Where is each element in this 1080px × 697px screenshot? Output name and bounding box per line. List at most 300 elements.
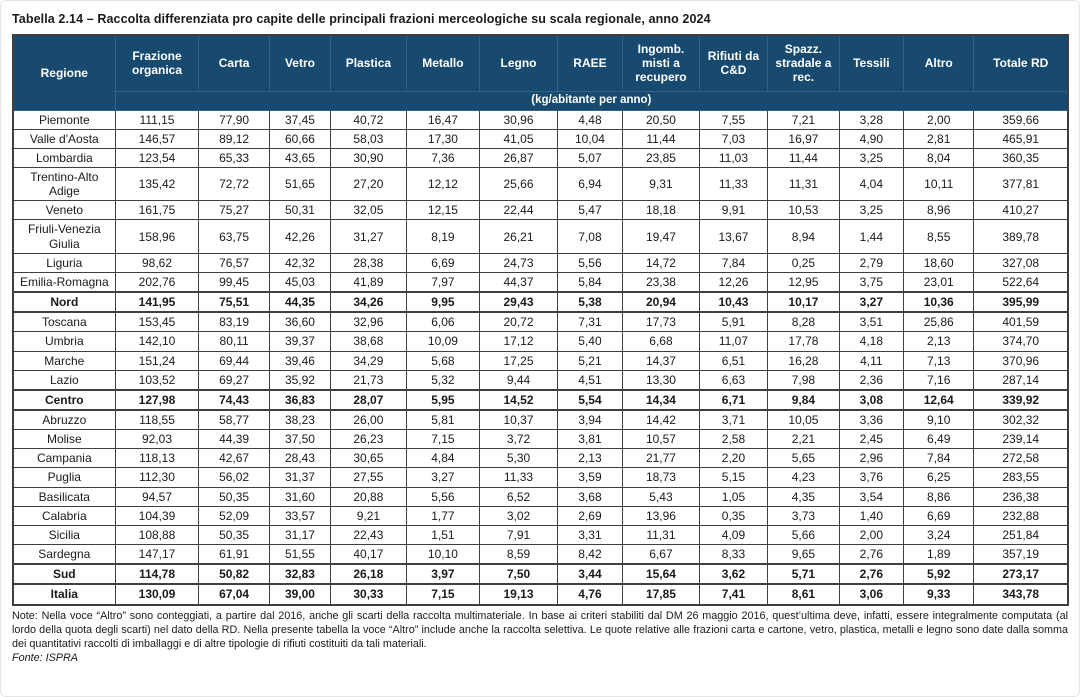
- value-cell: 7,08: [557, 220, 622, 253]
- value-cell: 11,31: [623, 525, 700, 544]
- value-cell: 9,44: [480, 370, 558, 390]
- table-row-valle-d-aosta: [13, 129, 1068, 148]
- value-cell: 5,66: [768, 525, 839, 544]
- table-row-liguria: [13, 253, 1068, 272]
- value-cell: 111,15: [115, 110, 199, 129]
- value-cell: 151,24: [115, 351, 199, 370]
- value-cell: 37,45: [269, 110, 330, 129]
- value-cell: 34,29: [331, 351, 407, 370]
- region-name: Liguria: [13, 253, 115, 272]
- value-cell: 6,71: [699, 390, 767, 410]
- value-cell: 7,21: [768, 110, 839, 129]
- table-row-centro: [13, 390, 1068, 410]
- value-cell: 26,18: [331, 564, 407, 584]
- value-cell: 0,25: [768, 253, 839, 272]
- value-cell: 8,28: [768, 312, 839, 332]
- value-cell: 1,89: [903, 545, 973, 565]
- value-cell: 2,58: [699, 430, 767, 449]
- value-cell: 3,97: [406, 564, 480, 584]
- value-cell: 36,83: [269, 390, 330, 410]
- value-cell: 10,43: [699, 292, 767, 312]
- value-cell: 32,96: [331, 312, 407, 332]
- value-cell: 23,38: [623, 272, 700, 292]
- value-cell: 9,10: [903, 410, 973, 430]
- value-cell: 5,30: [480, 449, 558, 468]
- value-cell: 5,43: [623, 487, 700, 506]
- value-cell: 239,14: [974, 430, 1068, 449]
- column-header-metallo: Metallo: [406, 35, 480, 91]
- source-text: Fonte: ISPRA: [12, 651, 79, 664]
- value-cell: 26,21: [480, 220, 558, 253]
- value-cell: 5,40: [557, 332, 622, 351]
- value-cell: 146,57: [115, 129, 199, 148]
- region-name: Molise: [13, 430, 115, 449]
- value-cell: 60,66: [269, 129, 330, 148]
- value-cell: 89,12: [199, 129, 269, 148]
- value-cell: 45,03: [269, 272, 330, 292]
- value-cell: 30,65: [331, 449, 407, 468]
- value-cell: 99,45: [199, 272, 269, 292]
- column-header-frazione-organica: Frazione organica: [115, 35, 199, 91]
- unit-row: [13, 91, 1068, 110]
- value-cell: 5,95: [406, 390, 480, 410]
- table-row-toscana: [13, 312, 1068, 332]
- value-cell: 7,98: [768, 370, 839, 390]
- value-cell: 5,91: [699, 312, 767, 332]
- value-cell: 10,05: [768, 410, 839, 430]
- region-name: Italia: [13, 584, 115, 604]
- value-cell: 6,52: [480, 487, 558, 506]
- value-cell: 14,37: [623, 351, 700, 370]
- value-cell: 50,35: [199, 487, 269, 506]
- table-row-italia: [13, 584, 1068, 604]
- value-cell: 30,90: [331, 148, 407, 167]
- table-row-umbria: [13, 332, 1068, 351]
- value-cell: 339,92: [974, 390, 1068, 410]
- value-cell: 3,28: [839, 110, 903, 129]
- value-cell: 2,20: [699, 449, 767, 468]
- column-header-spazz-stradale-a-rec: Spazz. stradale a rec.: [768, 35, 839, 91]
- value-cell: 7,55: [699, 110, 767, 129]
- value-cell: 17,25: [480, 351, 558, 370]
- value-cell: 50,82: [199, 564, 269, 584]
- value-cell: 4,09: [699, 525, 767, 544]
- value-cell: 52,09: [199, 506, 269, 525]
- value-cell: 5,71: [768, 564, 839, 584]
- value-cell: 36,60: [269, 312, 330, 332]
- value-cell: 3,94: [557, 410, 622, 430]
- value-cell: 4,18: [839, 332, 903, 351]
- value-cell: 51,55: [269, 545, 330, 565]
- value-cell: 38,68: [331, 332, 407, 351]
- value-cell: 7,15: [406, 584, 480, 604]
- value-cell: 63,75: [199, 220, 269, 253]
- value-cell: 11,31: [768, 167, 839, 200]
- value-cell: 10,11: [903, 167, 973, 200]
- value-cell: 10,37: [480, 410, 558, 430]
- value-cell: 42,26: [269, 220, 330, 253]
- value-cell: 2,13: [903, 332, 973, 351]
- value-cell: 3,59: [557, 468, 622, 487]
- table-row-lombardia: [13, 148, 1068, 167]
- value-cell: 69,27: [199, 370, 269, 390]
- value-cell: 7,91: [480, 525, 558, 544]
- value-cell: 8,96: [903, 201, 973, 220]
- value-cell: 12,95: [768, 272, 839, 292]
- value-cell: 2,79: [839, 253, 903, 272]
- value-cell: 10,36: [903, 292, 973, 312]
- value-cell: 16,28: [768, 351, 839, 370]
- value-cell: 44,39: [199, 430, 269, 449]
- value-cell: 37,50: [269, 430, 330, 449]
- column-header-vetro: Vetro: [269, 35, 330, 91]
- page: [1, 1, 1079, 665]
- value-cell: 14,42: [623, 410, 700, 430]
- value-cell: 26,23: [331, 430, 407, 449]
- table-title: Tabella 2.14 – Raccolta differenziata pro capite delle principali frazioni merceologiche su scala regionale, anno 2024: [12, 12, 711, 26]
- table-row-abruzzo: [13, 410, 1068, 430]
- value-cell: 3,81: [557, 430, 622, 449]
- value-cell: 7,84: [699, 253, 767, 272]
- column-header-tessili: Tessili: [839, 35, 903, 91]
- column-header-legno: Legno: [480, 35, 558, 91]
- value-cell: 522,64: [974, 272, 1068, 292]
- region-name: Veneto: [13, 201, 115, 220]
- value-cell: 94,57: [115, 487, 199, 506]
- column-header-ingomb-misti-a-recupero: Ingomb. misti a recupero: [623, 35, 700, 91]
- value-cell: 18,73: [623, 468, 700, 487]
- value-cell: 27,55: [331, 468, 407, 487]
- value-cell: 5,07: [557, 148, 622, 167]
- value-cell: 147,17: [115, 545, 199, 565]
- value-cell: 27,20: [331, 167, 407, 200]
- value-cell: 1,05: [699, 487, 767, 506]
- value-cell: 2,00: [903, 110, 973, 129]
- value-cell: 3,72: [480, 430, 558, 449]
- value-cell: 377,81: [974, 167, 1068, 200]
- value-cell: 61,91: [199, 545, 269, 565]
- value-cell: 5,81: [406, 410, 480, 430]
- value-cell: 236,38: [974, 487, 1068, 506]
- value-cell: 2,76: [839, 564, 903, 584]
- value-cell: 17,73: [623, 312, 700, 332]
- value-cell: 374,70: [974, 332, 1068, 351]
- value-cell: 14,72: [623, 253, 700, 272]
- value-cell: 10,09: [406, 332, 480, 351]
- region-name: Calabria: [13, 506, 115, 525]
- value-cell: 13,67: [699, 220, 767, 253]
- value-cell: 92,03: [115, 430, 199, 449]
- value-cell: 6,06: [406, 312, 480, 332]
- value-cell: 3,71: [699, 410, 767, 430]
- value-cell: 3,31: [557, 525, 622, 544]
- value-cell: 43,65: [269, 148, 330, 167]
- value-cell: 98,62: [115, 253, 199, 272]
- region-name: Toscana: [13, 312, 115, 332]
- value-cell: 51,65: [269, 167, 330, 200]
- value-cell: 9,91: [699, 201, 767, 220]
- value-cell: 7,13: [903, 351, 973, 370]
- value-cell: 10,57: [623, 430, 700, 449]
- value-cell: 5,47: [557, 201, 622, 220]
- value-cell: 7,41: [699, 584, 767, 604]
- value-cell: 75,51: [199, 292, 269, 312]
- value-cell: 33,57: [269, 506, 330, 525]
- value-cell: 13,30: [623, 370, 700, 390]
- table-row-basilicata: [13, 487, 1068, 506]
- notes-text: Note: Nella voce “Altro” sono conteggiati, a partire dal 2016, anche gli scarti della raccolta multimateriale. In base ai criteri stabiliti dal DM 26 maggio 2016, quest’ultima deve, infatti, essere integralmente computata (al lordo della quota degli scarti) nel dato della RD. Nella presente tabella la voce “Altro” include anche la raccolta selettiva. Le quote relative alle frazioni carta e cartone, vetro, plastica, metalli e legno sono date dalla somma dei quantitativi raccolti di imballaggi e di altre tipologie di rifiuti costituiti da tali materiali.: [12, 609, 1068, 650]
- value-cell: 3,73: [768, 506, 839, 525]
- value-cell: 112,30: [115, 468, 199, 487]
- value-cell: 31,37: [269, 468, 330, 487]
- value-cell: 29,43: [480, 292, 558, 312]
- value-cell: 283,55: [974, 468, 1068, 487]
- value-cell: 10,53: [768, 201, 839, 220]
- value-cell: 58,77: [199, 410, 269, 430]
- regional-table: [12, 34, 1069, 606]
- value-cell: 40,72: [331, 110, 407, 129]
- table-row-puglia: [13, 468, 1068, 487]
- column-header-regione: Regione: [13, 35, 115, 110]
- value-cell: 2,13: [557, 449, 622, 468]
- value-cell: 5,21: [557, 351, 622, 370]
- region-name: Emilia-Romagna: [13, 272, 115, 292]
- column-header-raee: RAEE: [557, 35, 622, 91]
- value-cell: 40,17: [331, 545, 407, 565]
- region-name: Abruzzo: [13, 410, 115, 430]
- value-cell: 3,08: [839, 390, 903, 410]
- value-cell: 302,32: [974, 410, 1068, 430]
- table-row-veneto: [13, 201, 1068, 220]
- value-cell: 7,03: [699, 129, 767, 148]
- value-cell: 7,31: [557, 312, 622, 332]
- value-cell: 11,07: [699, 332, 767, 351]
- value-cell: 16,97: [768, 129, 839, 148]
- value-cell: 2,76: [839, 545, 903, 565]
- value-cell: 56,02: [199, 468, 269, 487]
- value-cell: 118,55: [115, 410, 199, 430]
- value-cell: 21,73: [331, 370, 407, 390]
- value-cell: 69,44: [199, 351, 269, 370]
- value-cell: 2,69: [557, 506, 622, 525]
- value-cell: 343,78: [974, 584, 1068, 604]
- value-cell: 9,21: [331, 506, 407, 525]
- value-cell: 6,25: [903, 468, 973, 487]
- value-cell: 1,77: [406, 506, 480, 525]
- value-cell: 65,33: [199, 148, 269, 167]
- value-cell: 11,33: [699, 167, 767, 200]
- value-cell: 31,60: [269, 487, 330, 506]
- value-cell: 25,66: [480, 167, 558, 200]
- value-cell: 142,10: [115, 332, 199, 351]
- value-cell: 44,35: [269, 292, 330, 312]
- value-cell: 108,88: [115, 525, 199, 544]
- value-cell: 1,44: [839, 220, 903, 253]
- value-cell: 22,44: [480, 201, 558, 220]
- value-cell: 42,67: [199, 449, 269, 468]
- value-cell: 2,00: [839, 525, 903, 544]
- value-cell: 103,52: [115, 370, 199, 390]
- value-cell: 9,84: [768, 390, 839, 410]
- value-cell: 25,86: [903, 312, 973, 332]
- value-cell: 6,51: [699, 351, 767, 370]
- value-cell: 12,26: [699, 272, 767, 292]
- value-cell: 7,36: [406, 148, 480, 167]
- value-cell: 72,72: [199, 167, 269, 200]
- value-cell: 8,04: [903, 148, 973, 167]
- region-name: Trentino-Alto Adige: [13, 167, 115, 200]
- region-name: Puglia: [13, 468, 115, 487]
- value-cell: 19,47: [623, 220, 700, 253]
- value-cell: 3,02: [480, 506, 558, 525]
- value-cell: 7,84: [903, 449, 973, 468]
- value-cell: 3,68: [557, 487, 622, 506]
- value-cell: 5,38: [557, 292, 622, 312]
- value-cell: 17,30: [406, 129, 480, 148]
- header-row: [13, 35, 1068, 91]
- region-name: Sardegna: [13, 545, 115, 565]
- value-cell: 44,37: [480, 272, 558, 292]
- value-cell: 3,24: [903, 525, 973, 544]
- value-cell: 327,08: [974, 253, 1068, 272]
- region-name: Centro: [13, 390, 115, 410]
- value-cell: 5,32: [406, 370, 480, 390]
- value-cell: 32,05: [331, 201, 407, 220]
- value-cell: 83,19: [199, 312, 269, 332]
- value-cell: 5,54: [557, 390, 622, 410]
- value-cell: 28,38: [331, 253, 407, 272]
- value-cell: 0,35: [699, 506, 767, 525]
- region-name: Marche: [13, 351, 115, 370]
- value-cell: 135,42: [115, 167, 199, 200]
- value-cell: 6,67: [623, 545, 700, 565]
- value-cell: 8,61: [768, 584, 839, 604]
- value-cell: 31,17: [269, 525, 330, 544]
- value-cell: 3,62: [699, 564, 767, 584]
- column-header-totale-rd: Totale RD: [974, 35, 1068, 91]
- value-cell: 4,35: [768, 487, 839, 506]
- value-cell: 7,15: [406, 430, 480, 449]
- value-cell: 11,33: [480, 468, 558, 487]
- region-name: Campania: [13, 449, 115, 468]
- value-cell: 41,89: [331, 272, 407, 292]
- value-cell: 19,13: [480, 584, 558, 604]
- value-cell: 202,76: [115, 272, 199, 292]
- column-header-carta: Carta: [199, 35, 269, 91]
- table-row-piemonte: [13, 110, 1068, 129]
- value-cell: 251,84: [974, 525, 1068, 544]
- region-name: Valle d'Aosta: [13, 129, 115, 148]
- value-cell: 5,68: [406, 351, 480, 370]
- value-cell: 3,51: [839, 312, 903, 332]
- value-cell: 9,65: [768, 545, 839, 565]
- value-cell: 14,52: [480, 390, 558, 410]
- region-name: Sud: [13, 564, 115, 584]
- value-cell: 10,10: [406, 545, 480, 565]
- region-name: Sicilia: [13, 525, 115, 544]
- value-cell: 3,06: [839, 584, 903, 604]
- value-cell: 39,00: [269, 584, 330, 604]
- value-cell: 20,94: [623, 292, 700, 312]
- table-body: [13, 110, 1068, 605]
- table-row-nord: [13, 292, 1068, 312]
- value-cell: 50,35: [199, 525, 269, 544]
- value-cell: 6,49: [903, 430, 973, 449]
- value-cell: 114,78: [115, 564, 199, 584]
- table-row-friuli-venezia-giulia: [13, 220, 1068, 253]
- value-cell: 6,69: [903, 506, 973, 525]
- value-cell: 12,64: [903, 390, 973, 410]
- value-cell: 13,96: [623, 506, 700, 525]
- value-cell: 41,05: [480, 129, 558, 148]
- value-cell: 28,07: [331, 390, 407, 410]
- value-cell: 7,97: [406, 272, 480, 292]
- value-cell: 3,75: [839, 272, 903, 292]
- unit-band: (kg/abitante per anno): [115, 91, 1068, 110]
- value-cell: 2,81: [903, 129, 973, 148]
- value-cell: 359,66: [974, 110, 1068, 129]
- value-cell: 30,96: [480, 110, 558, 129]
- value-cell: 10,17: [768, 292, 839, 312]
- value-cell: 6,69: [406, 253, 480, 272]
- value-cell: 360,35: [974, 148, 1068, 167]
- table-row-molise: [13, 430, 1068, 449]
- value-cell: 75,27: [199, 201, 269, 220]
- value-cell: 161,75: [115, 201, 199, 220]
- value-cell: 2,45: [839, 430, 903, 449]
- value-cell: 4,48: [557, 110, 622, 129]
- value-cell: 3,27: [406, 468, 480, 487]
- value-cell: 3,25: [839, 148, 903, 167]
- value-cell: 5,56: [406, 487, 480, 506]
- value-cell: 67,04: [199, 584, 269, 604]
- value-cell: 35,92: [269, 370, 330, 390]
- value-cell: 74,43: [199, 390, 269, 410]
- table-row-campania: [13, 449, 1068, 468]
- value-cell: 3,76: [839, 468, 903, 487]
- value-cell: 31,27: [331, 220, 407, 253]
- region-name: Lombardia: [13, 148, 115, 167]
- value-cell: 38,23: [269, 410, 330, 430]
- table-row-emilia-romagna: [13, 272, 1068, 292]
- column-header-rifiuti-da-c-d: Rifiuti da C&D: [699, 35, 767, 91]
- value-cell: 23,01: [903, 272, 973, 292]
- table-row-calabria: [13, 506, 1068, 525]
- value-cell: 6,68: [623, 332, 700, 351]
- value-cell: 58,03: [331, 129, 407, 148]
- value-cell: 18,18: [623, 201, 700, 220]
- region-name: Friuli-Venezia Giulia: [13, 220, 115, 253]
- value-cell: 24,73: [480, 253, 558, 272]
- region-name: Piemonte: [13, 110, 115, 129]
- table-row-sicilia: [13, 525, 1068, 544]
- value-cell: 130,09: [115, 584, 199, 604]
- value-cell: 39,37: [269, 332, 330, 351]
- value-cell: 123,54: [115, 148, 199, 167]
- value-cell: 4,84: [406, 449, 480, 468]
- value-cell: 3,54: [839, 487, 903, 506]
- value-cell: 20,88: [331, 487, 407, 506]
- value-cell: 21,77: [623, 449, 700, 468]
- value-cell: 5,15: [699, 468, 767, 487]
- value-cell: 104,39: [115, 506, 199, 525]
- value-cell: 22,43: [331, 525, 407, 544]
- value-cell: 5,84: [557, 272, 622, 292]
- value-cell: 395,99: [974, 292, 1068, 312]
- value-cell: 15,64: [623, 564, 700, 584]
- value-cell: 17,12: [480, 332, 558, 351]
- table-row-trentino-alto-adige: [13, 167, 1068, 200]
